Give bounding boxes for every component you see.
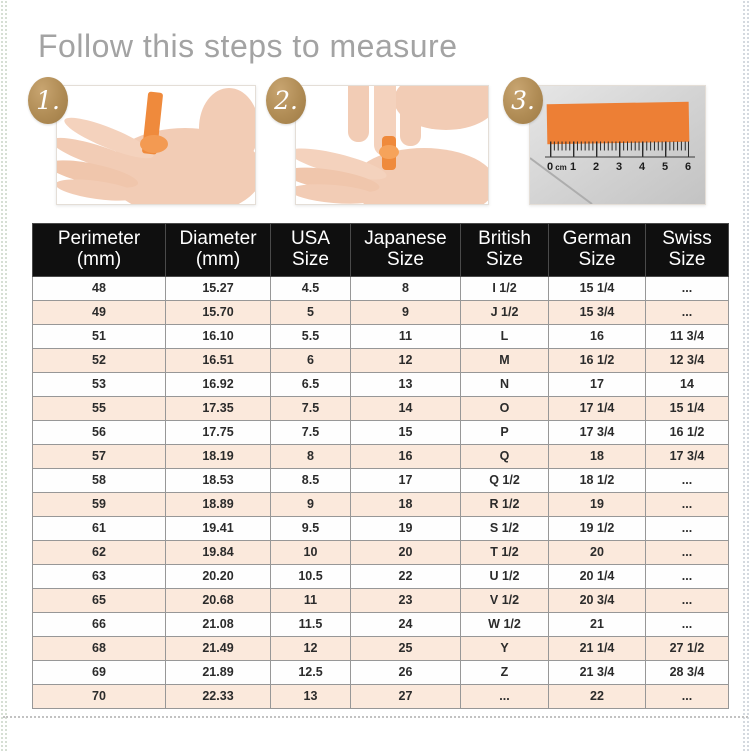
two-hands-wrapping-icon [296,86,488,204]
table-cell: 10 [271,540,351,564]
table-cell: 48 [33,276,166,300]
table-cell: 56 [33,420,166,444]
step-1-badge [28,77,68,124]
table-cell: 18.53 [166,468,271,492]
right-dotted-edge [742,0,751,751]
table-cell: 19 1/2 [549,516,646,540]
table-cell: ... [646,468,729,492]
table-row [33,564,729,588]
table-cell: 20.68 [166,588,271,612]
table-row [33,612,729,636]
table-row [33,396,729,420]
table-cell: 27 1/2 [646,636,729,660]
table-row [33,684,729,708]
table-cell: T 1/2 [461,540,549,564]
table-cell: 16.51 [166,348,271,372]
table-cell: 8 [351,276,461,300]
table-cell: 26 [351,660,461,684]
table-cell: 7.5 [271,420,351,444]
table-cell: 61 [33,516,166,540]
table-cell: 12 [271,636,351,660]
table-cell: 18.89 [166,492,271,516]
step-1-photo [56,85,256,205]
table-cell: 9.5 [271,516,351,540]
table-cell: 12 [351,348,461,372]
table-cell: Y [461,636,549,660]
table-cell: 23 [351,588,461,612]
table-cell: 9 [271,492,351,516]
table-cell: 16 1/2 [646,420,729,444]
table-cell: 16.10 [166,324,271,348]
table-cell: 20.20 [166,564,271,588]
table-cell: 16.92 [166,372,271,396]
table-cell: ... [646,612,729,636]
table-cell: ... [646,684,729,708]
ruler-label-1: 1 [569,161,577,173]
table-row [33,636,729,660]
table-row [33,516,729,540]
table-cell: 8 [271,444,351,468]
table-cell: 16 1/2 [549,348,646,372]
table-cell: 12.5 [271,660,351,684]
header-cell-german-size: German Size [549,224,646,277]
table-cell: ... [646,516,729,540]
table-cell: U 1/2 [461,564,549,588]
table-cell: 21 [549,612,646,636]
table-row [33,492,729,516]
table-row [33,588,729,612]
table-cell: 28 3/4 [646,660,729,684]
table-cell: 18.19 [166,444,271,468]
table-cell: I 1/2 [461,276,549,300]
table-cell: 22 [351,564,461,588]
table-cell: M [461,348,549,372]
table-cell: 22.33 [166,684,271,708]
table-cell: ... [461,684,549,708]
step-2-badge [266,77,306,124]
table-cell: 11 [271,588,351,612]
table-cell: 20 [549,540,646,564]
table-cell: 17 3/4 [549,420,646,444]
table-cell: 65 [33,588,166,612]
ruler-label-cm: cm [555,163,567,172]
table-cell: ... [646,276,729,300]
table-row [33,420,729,444]
table-cell: ... [646,492,729,516]
ruler-measuring-icon [530,86,705,204]
table-row [33,660,729,684]
table-cell: 15.70 [166,300,271,324]
table-cell: 8.5 [271,468,351,492]
table-cell: 21 3/4 [549,660,646,684]
table-cell: Z [461,660,549,684]
table-cell: 59 [33,492,166,516]
table-cell: 70 [33,684,166,708]
table-cell: 15 1/4 [549,276,646,300]
step-3-badge [503,77,543,124]
table-cell: 15 [351,420,461,444]
step-2-photo [295,85,489,205]
table-cell: 21.08 [166,612,271,636]
table-cell: 17 3/4 [646,444,729,468]
table-cell: ... [646,540,729,564]
table-cell: 15 3/4 [549,300,646,324]
table-cell: 15.27 [166,276,271,300]
table-cell: 17 [351,468,461,492]
step-3-number: 3. [511,86,535,115]
ring-size-table [32,223,729,709]
table-cell: 24 [351,612,461,636]
table-cell: 17.35 [166,396,271,420]
table-cell: 52 [33,348,166,372]
table-cell: S 1/2 [461,516,549,540]
table-cell: 18 [549,444,646,468]
table-cell: 18 [351,492,461,516]
table-body [33,276,729,708]
table-cell: 6.5 [271,372,351,396]
table-cell: 9 [351,300,461,324]
table-cell: 5.5 [271,324,351,348]
table-cell: 17 [549,372,646,396]
step-2-number: 2. [274,86,298,115]
table-cell: 22 [549,684,646,708]
table-row [33,468,729,492]
step-1-number: 1. [36,86,60,115]
header-cell-british-size: British Size [461,224,549,277]
ribbon-icon [547,102,690,144]
table-cell: 25 [351,636,461,660]
ruler-label-4: 4 [638,161,646,173]
table-cell: 21 1/4 [549,636,646,660]
table-row [33,324,729,348]
table-cell: 11 [351,324,461,348]
table-cell: W 1/2 [461,612,549,636]
table-cell: 19.84 [166,540,271,564]
table-cell: 13 [351,372,461,396]
table-cell: 4.5 [271,276,351,300]
table-cell: 5 [271,300,351,324]
table-row [33,444,729,468]
table-cell: 58 [33,468,166,492]
header-cell-perimeter: Perimeter (mm) [33,224,166,277]
hand-with-ribbon-icon [57,86,255,204]
header-cell-diameter: Diameter (mm) [166,224,271,277]
table-cell: R 1/2 [461,492,549,516]
table-cell: ... [646,564,729,588]
table-cell: 51 [33,324,166,348]
ruler-label-6: 6 [684,161,692,173]
table-cell: 14 [351,396,461,420]
table-cell: 20 1/4 [549,564,646,588]
table-cell: 21.89 [166,660,271,684]
table-cell: 18 1/2 [549,468,646,492]
table-row [33,372,729,396]
table-row [33,348,729,372]
table-cell: 17.75 [166,420,271,444]
table-cell: O [461,396,549,420]
table-cell: 10.5 [271,564,351,588]
table-cell: 55 [33,396,166,420]
step-3-photo [529,85,706,205]
table-cell: 11.5 [271,612,351,636]
bottom-dotted-divider [3,716,748,718]
table-cell: Q 1/2 [461,468,549,492]
ruler-label-2: 2 [592,161,600,173]
table-cell: 27 [351,684,461,708]
table-cell: 11 3/4 [646,324,729,348]
table-cell: 21.49 [166,636,271,660]
table-cell: 6 [271,348,351,372]
table-cell: 62 [33,540,166,564]
table-cell: 12 3/4 [646,348,729,372]
table-cell: 17 1/4 [549,396,646,420]
ruler-label-3: 3 [615,161,623,173]
table-cell: P [461,420,549,444]
table-cell: 19.41 [166,516,271,540]
ribbon-icon [379,136,399,170]
table-cell: L [461,324,549,348]
table-cell: V 1/2 [461,588,549,612]
table-cell: 66 [33,612,166,636]
table-cell: Q [461,444,549,468]
table-cell: 53 [33,372,166,396]
header-cell-japanese-size: Japanese Size [351,224,461,277]
left-dotted-edge [0,0,9,751]
table-cell: 16 [549,324,646,348]
page-title: Follow this steps to measure [38,28,458,64]
table-cell: 57 [33,444,166,468]
table-cell: 69 [33,660,166,684]
table-row [33,540,729,564]
ruler-label-0: 0 [546,161,554,173]
table-cell: 13 [271,684,351,708]
table-row [33,276,729,300]
table-cell: N [461,372,549,396]
header-cell-swiss-size: Swiss Size [646,224,729,277]
table-cell: 49 [33,300,166,324]
table-cell: 7.5 [271,396,351,420]
table-cell: 68 [33,636,166,660]
table-cell: 19 [351,516,461,540]
table-cell: 19 [549,492,646,516]
table-cell: J 1/2 [461,300,549,324]
table-cell: ... [646,300,729,324]
table-cell: 20 3/4 [549,588,646,612]
table-cell: 15 1/4 [646,396,729,420]
header-cell-usa-size: USA Size [271,224,351,277]
table-cell: ... [646,588,729,612]
table-cell: 20 [351,540,461,564]
table-header-row [33,224,729,277]
table-row [33,300,729,324]
table-cell: 16 [351,444,461,468]
table-cell: 14 [646,372,729,396]
table-cell: 63 [33,564,166,588]
ruler-label-5: 5 [661,161,669,173]
